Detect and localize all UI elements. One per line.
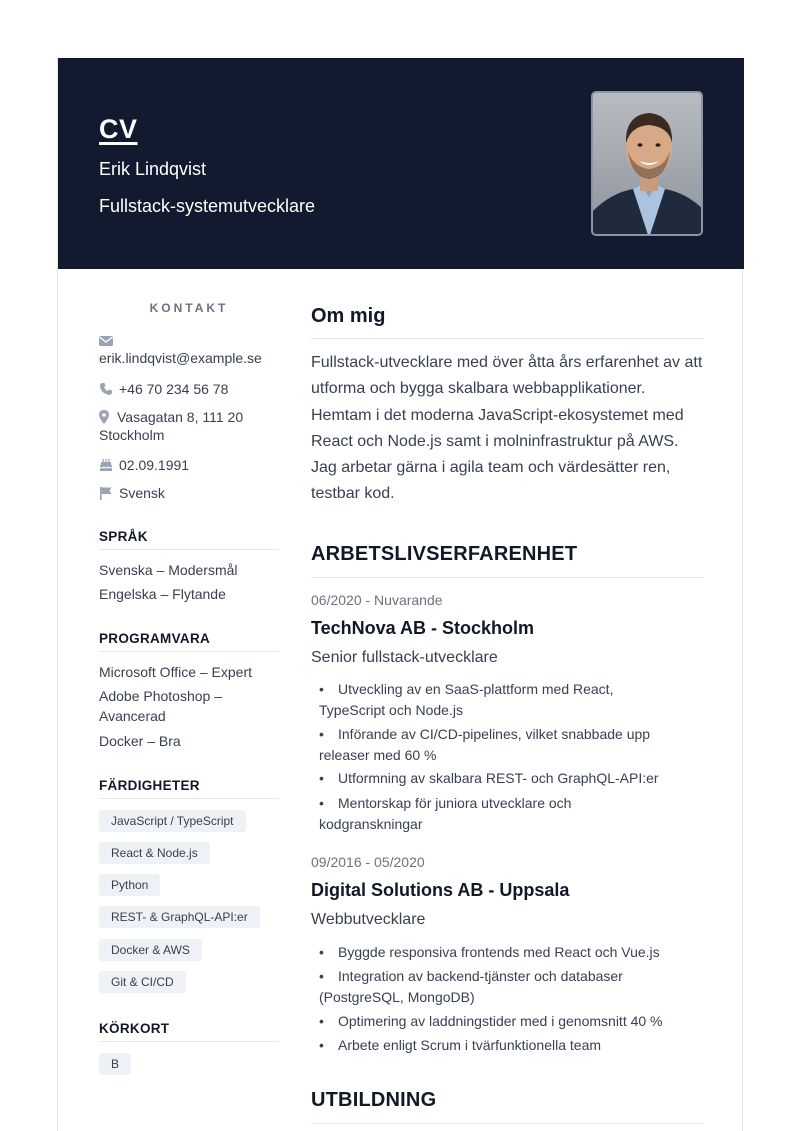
skill-chip: JavaScript / TypeScript [99,810,246,832]
job-company: Digital Solutions AB - Uppsala [311,880,570,900]
job-bullet: • Utformning av skalbara REST- och GraphQL-API:er [319,770,659,786]
profile-photo [591,91,703,236]
job-role: Webbutvecklare [311,911,426,928]
person-role: Fullstack-systemutvecklare [99,196,316,216]
person-name: Erik Lindqvist [99,159,207,179]
language-item: Svenska – Modersmål [99,562,238,578]
license-chip: B [99,1053,131,1075]
envelope-icon [99,331,284,349]
job-bullet: • Arbete enligt Scrum i tvärfunktionella team [319,1037,602,1053]
skill-chip: Docker & AWS [99,939,202,961]
languages-heading: SPRÅK [99,529,279,550]
job-bullet: • Mentorskap för juniora utvecklare och kodgranskningar [319,795,572,832]
phone-text: +46 70 234 56 78 [119,381,229,397]
software-heading: PROGRAMVARA [99,631,279,652]
job-company: TechNova AB - Stockholm [311,618,535,638]
experience-heading: ARBETSLIVSERFARENHET [311,543,704,578]
birthdate-text: 02.09.1991 [119,457,190,473]
contact-heading: KONTAKT [149,301,229,315]
job-dates: 09/2016 - 05/2020 [311,854,425,870]
contact-phone[interactable] [99,380,284,398]
phone-icon [99,382,113,396]
skill-chip: REST- & GraphQL-API:er [99,906,260,928]
skill-chip: Python [99,874,160,896]
email-text: erik.lindqvist@example.se [99,350,262,366]
cv-header [58,58,744,269]
cv-page [57,58,743,1131]
software-item: Docker – Bra [99,733,181,749]
contact-email[interactable] [99,331,284,367]
job-bullet: • Införande av CI/CD-pipelines, vilket snabbade upp releaser med 60 % [319,726,651,763]
job-dates: 06/2020 - Nuvarande [311,592,443,608]
contact-birthdate [99,456,284,474]
job-bullet: • Optimering av laddningstider med i genomsnitt 40 % [319,1013,663,1029]
address-line2: Stockholm [99,427,165,443]
location-pin-icon [99,410,109,424]
about-heading: Om mig [311,305,704,339]
contact-address [99,408,284,444]
software-item: Avancerad [99,708,166,724]
job-role: Senior fullstack-utvecklare [311,649,498,666]
flag-icon [99,486,113,500]
language-item: Engelska – Flytande [99,586,226,602]
contact-nationality [99,484,284,502]
job-bullet: • Utveckling av en SaaS-plattform med React, TypeScript och Node.js [319,681,614,718]
skill-chip: Git & CI/CD [99,971,186,993]
software-item: Adobe Photoshop – [99,688,222,704]
skill-chip: React & Node.js [99,842,210,864]
birthday-cake-icon [99,458,113,472]
address-line1: Vasagatan 8, 111 20 [117,409,244,425]
skills-heading: FÄRDIGHETER [99,778,279,799]
license-heading: KÖRKORT [99,1021,279,1042]
about-text: Fullstack-utvecklare med över åtta års erfarenhet av att utforma och bygga skalbara webbapplikationer. Hemtam i det moderna JavaScript-ekosystemet med React och Node.js samt i molninfrastruktur på AWS. Jag arbetar gärna i agila team och värdesätter ren, testbar kod. [311,354,703,503]
job-bullet: • Integration av backend-tjänster och databaser (PostgreSQL, MongoDB) [319,968,623,1005]
cv-title: CV [99,114,138,144]
nationality-text: Svensk [119,485,165,501]
job-bullet: • Byggde responsiva frontends med React och Vue.js [319,944,660,960]
software-item: Microsoft Office – Expert [99,664,253,680]
education-heading: UTBILDNING [311,1089,704,1124]
